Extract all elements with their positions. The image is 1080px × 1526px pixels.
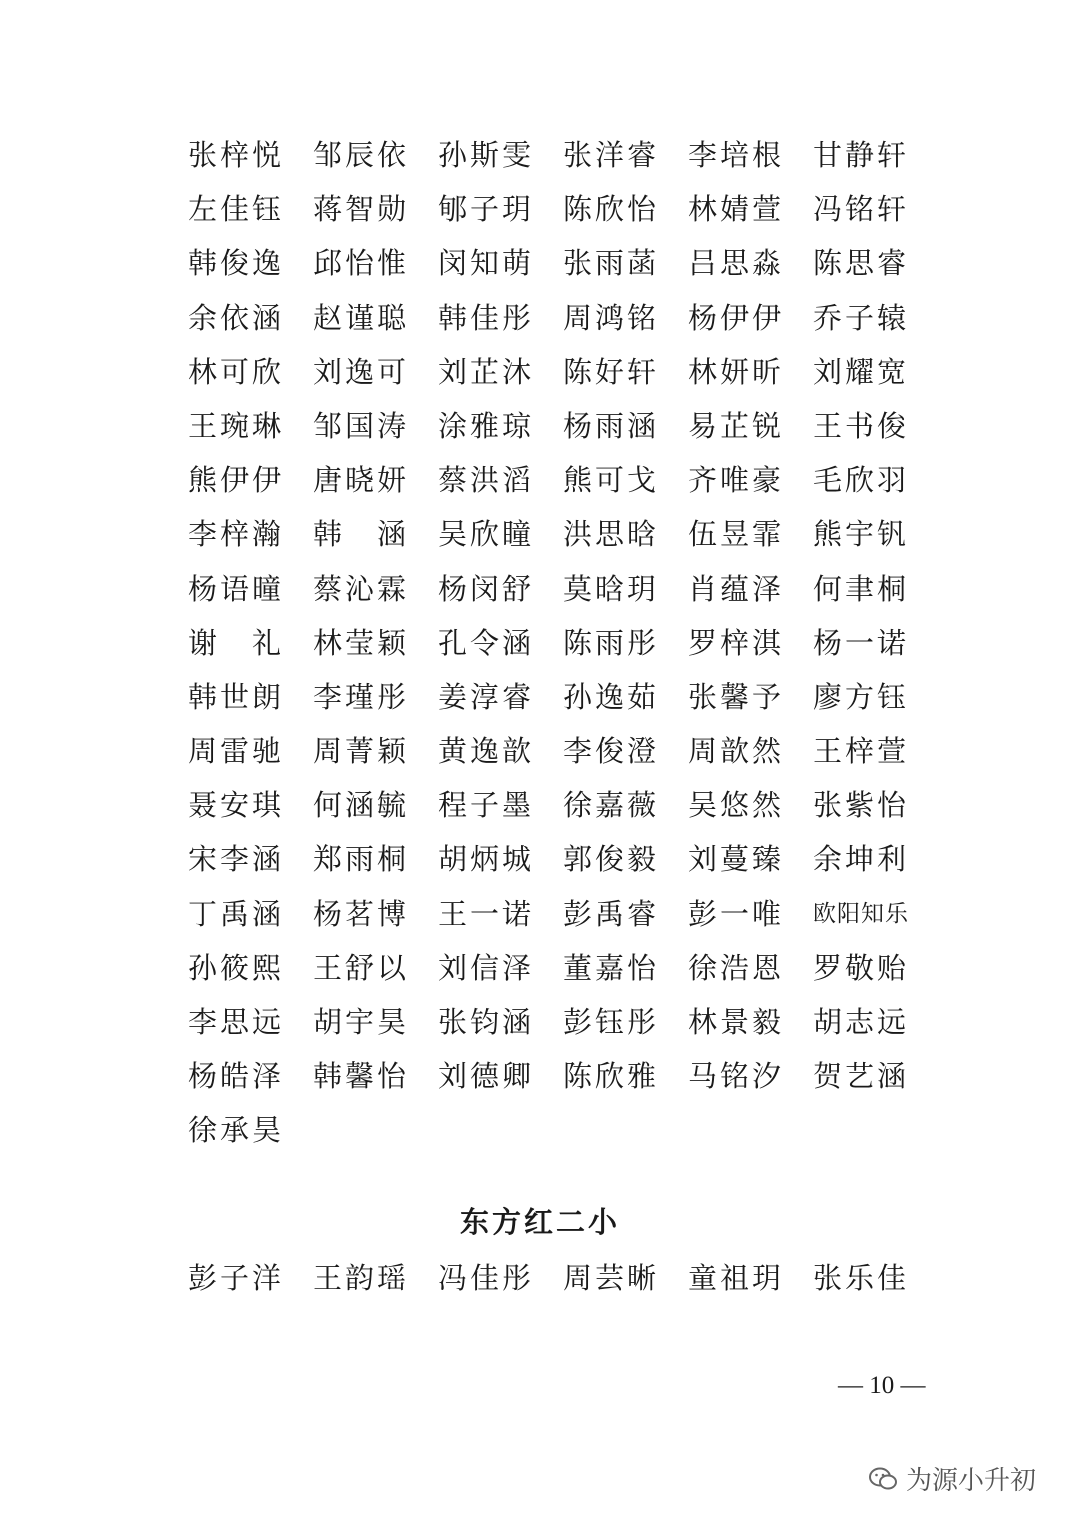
student-name: 张梓悦	[188, 138, 285, 172]
student-name: 韩 涵	[313, 517, 410, 552]
student-name: 童祖玥	[688, 1261, 785, 1295]
section-title: 东方红二小	[459, 1205, 620, 1239]
student-name: 谢 礼	[188, 625, 285, 660]
student-name: 李俊澄	[563, 734, 660, 769]
student-name: 刘耀宽	[813, 354, 910, 389]
student-name: 徐浩恩	[688, 950, 785, 985]
student-name: 孔令涵	[438, 625, 535, 660]
student-name: 何涵毓	[313, 788, 410, 823]
student-name: 廖方钰	[813, 679, 910, 714]
student-name: 涂雅琼	[438, 408, 535, 443]
student-name: 左佳钰	[188, 192, 285, 227]
student-name: 邱怡惟	[313, 246, 410, 281]
student-name: 黄逸歆	[438, 734, 535, 769]
student-name: 吴欣瞳	[438, 517, 535, 552]
student-name: 齐唯豪	[688, 463, 785, 498]
student-name: 韩佳彤	[438, 300, 535, 335]
student-name: 林景毅	[688, 1005, 785, 1039]
student-name: 陈雨彤	[563, 625, 660, 660]
student-name: 聂安琪	[188, 788, 285, 823]
student-name: 张乐佳	[813, 1261, 910, 1295]
student-name: 闵知萌	[438, 246, 535, 281]
student-name: 余依涵	[188, 300, 285, 335]
student-name: 刘德卿	[438, 1059, 535, 1094]
student-name: 徐嘉薇	[563, 788, 660, 823]
student-name: 莫晗玥	[563, 571, 660, 606]
student-name: 孙筱熙	[188, 950, 285, 985]
wechat-icon	[868, 1466, 898, 1492]
student-name: 杨闵舒	[438, 571, 535, 606]
student-name: 李培根	[688, 138, 785, 172]
student-name: 冯佳彤	[438, 1261, 535, 1295]
student-name: 郑雨桐	[313, 842, 410, 877]
student-name: 邹国涛	[313, 408, 410, 443]
student-name: 张雨菡	[563, 246, 660, 281]
student-name: 刘逸可	[313, 354, 410, 389]
student-name: 徐承昊	[188, 1113, 285, 1148]
student-name: 伍昱霏	[688, 517, 785, 552]
student-name: 杨茗博	[313, 896, 410, 931]
student-name: 胡志远	[813, 1005, 910, 1039]
student-name: 韩俊逸	[188, 246, 285, 281]
student-name: 张紫怡	[813, 788, 910, 823]
student-name: 陈思睿	[813, 246, 910, 281]
student-name: 李瑾彤	[313, 679, 410, 714]
student-name: 蔡沁霖	[313, 571, 410, 606]
student-name: 胡宇昊	[313, 1005, 410, 1039]
student-name: 周鸿铭	[563, 300, 660, 335]
student-name: 毛欣羽	[813, 463, 910, 498]
student-name: 杨伊伊	[688, 300, 785, 335]
student-name: 熊可戈	[563, 463, 660, 498]
section-name-list	[188, 1251, 938, 1305]
student-name: 贺艺涵	[813, 1059, 910, 1094]
student-name: 杨皓泽	[188, 1059, 285, 1094]
student-name: 林莹颖	[313, 625, 410, 660]
student-name: 洪思晗	[563, 517, 660, 552]
student-name: 韩馨怡	[313, 1059, 410, 1094]
student-name: 张洋睿	[563, 138, 660, 172]
student-name: 乔子辕	[813, 300, 910, 335]
student-name: 王梓萱	[813, 734, 910, 769]
student-name: 彭钰彤	[563, 1005, 660, 1039]
watermark	[868, 1460, 1036, 1497]
student-name: 陈好轩	[563, 354, 660, 389]
student-name: 易芷锐	[688, 408, 785, 443]
student-name: 郇子玥	[438, 192, 535, 227]
student-name: 周雷驰	[188, 734, 285, 769]
student-name: 吕思淼	[688, 246, 785, 281]
page-number: — 10 —	[838, 1372, 926, 1399]
student-name: 韩世朗	[188, 679, 285, 714]
student-name: 孙逸茹	[563, 679, 660, 714]
student-name: 张馨予	[688, 679, 785, 714]
student-name: 余坤利	[813, 842, 910, 877]
student-name: 欧阳知乐	[813, 900, 909, 927]
student-name: 冯铭轩	[813, 192, 910, 227]
student-name: 彭一唯	[688, 896, 785, 931]
student-name: 杨语曈	[188, 571, 285, 606]
student-name: 罗敬贻	[813, 950, 910, 985]
student-name: 林可欣	[188, 354, 285, 389]
student-name: 马铭汐	[688, 1059, 785, 1094]
student-name: 周芸晰	[563, 1261, 660, 1295]
student-name: 宋李涵	[188, 842, 285, 877]
student-name: 周菁颖	[313, 734, 410, 769]
student-name: 董嘉怡	[563, 950, 660, 985]
student-name: 刘芷沐	[438, 354, 535, 389]
student-name: 熊宇钒	[813, 517, 910, 552]
student-name: 陈欣雅	[563, 1059, 660, 1094]
student-name: 胡炳城	[438, 842, 535, 877]
student-name: 彭子洋	[188, 1261, 285, 1295]
name-list	[188, 128, 938, 1158]
student-name: 刘信泽	[438, 950, 535, 985]
student-name: 王书俊	[813, 408, 910, 443]
student-name: 张钧涵	[438, 1005, 535, 1039]
student-name: 陈欣怡	[563, 192, 660, 227]
student-name: 周歆然	[688, 734, 785, 769]
student-name: 彭禹睿	[563, 896, 660, 931]
student-name: 郭俊毅	[563, 842, 660, 877]
student-name: 王一诺	[438, 896, 535, 931]
student-name: 蔡洪滔	[438, 463, 535, 498]
student-name: 程子墨	[438, 788, 535, 823]
student-name: 姜淳睿	[438, 679, 535, 714]
student-name: 罗梓淇	[688, 625, 785, 660]
student-name: 唐晓妍	[313, 463, 410, 498]
student-name: 蒋智勋	[313, 192, 410, 227]
student-name: 李梓瀚	[188, 517, 285, 552]
student-name: 肖蕴泽	[688, 571, 785, 606]
student-name: 刘蔓臻	[688, 842, 785, 877]
student-name: 王韵瑶	[313, 1261, 410, 1295]
student-name: 林婧萱	[688, 192, 785, 227]
student-name: 邹辰依	[313, 138, 410, 172]
student-name: 王舒以	[313, 950, 410, 985]
student-name: 王琬琳	[188, 408, 285, 443]
student-name: 李思远	[188, 1005, 285, 1039]
watermark-text: 为源小升初	[906, 1466, 1037, 1496]
student-name: 孙斯雯	[438, 138, 535, 172]
student-name: 赵谨聪	[313, 300, 410, 335]
student-name: 杨一诺	[813, 625, 910, 660]
student-name: 何聿桐	[813, 571, 910, 606]
student-name: 甘静轩	[813, 138, 910, 172]
student-name: 吴悠然	[688, 788, 785, 823]
student-name: 丁禹涵	[188, 896, 285, 931]
student-name: 熊伊伊	[188, 463, 285, 498]
student-name: 杨雨涵	[563, 408, 660, 443]
student-name: 林妍昕	[688, 354, 785, 389]
